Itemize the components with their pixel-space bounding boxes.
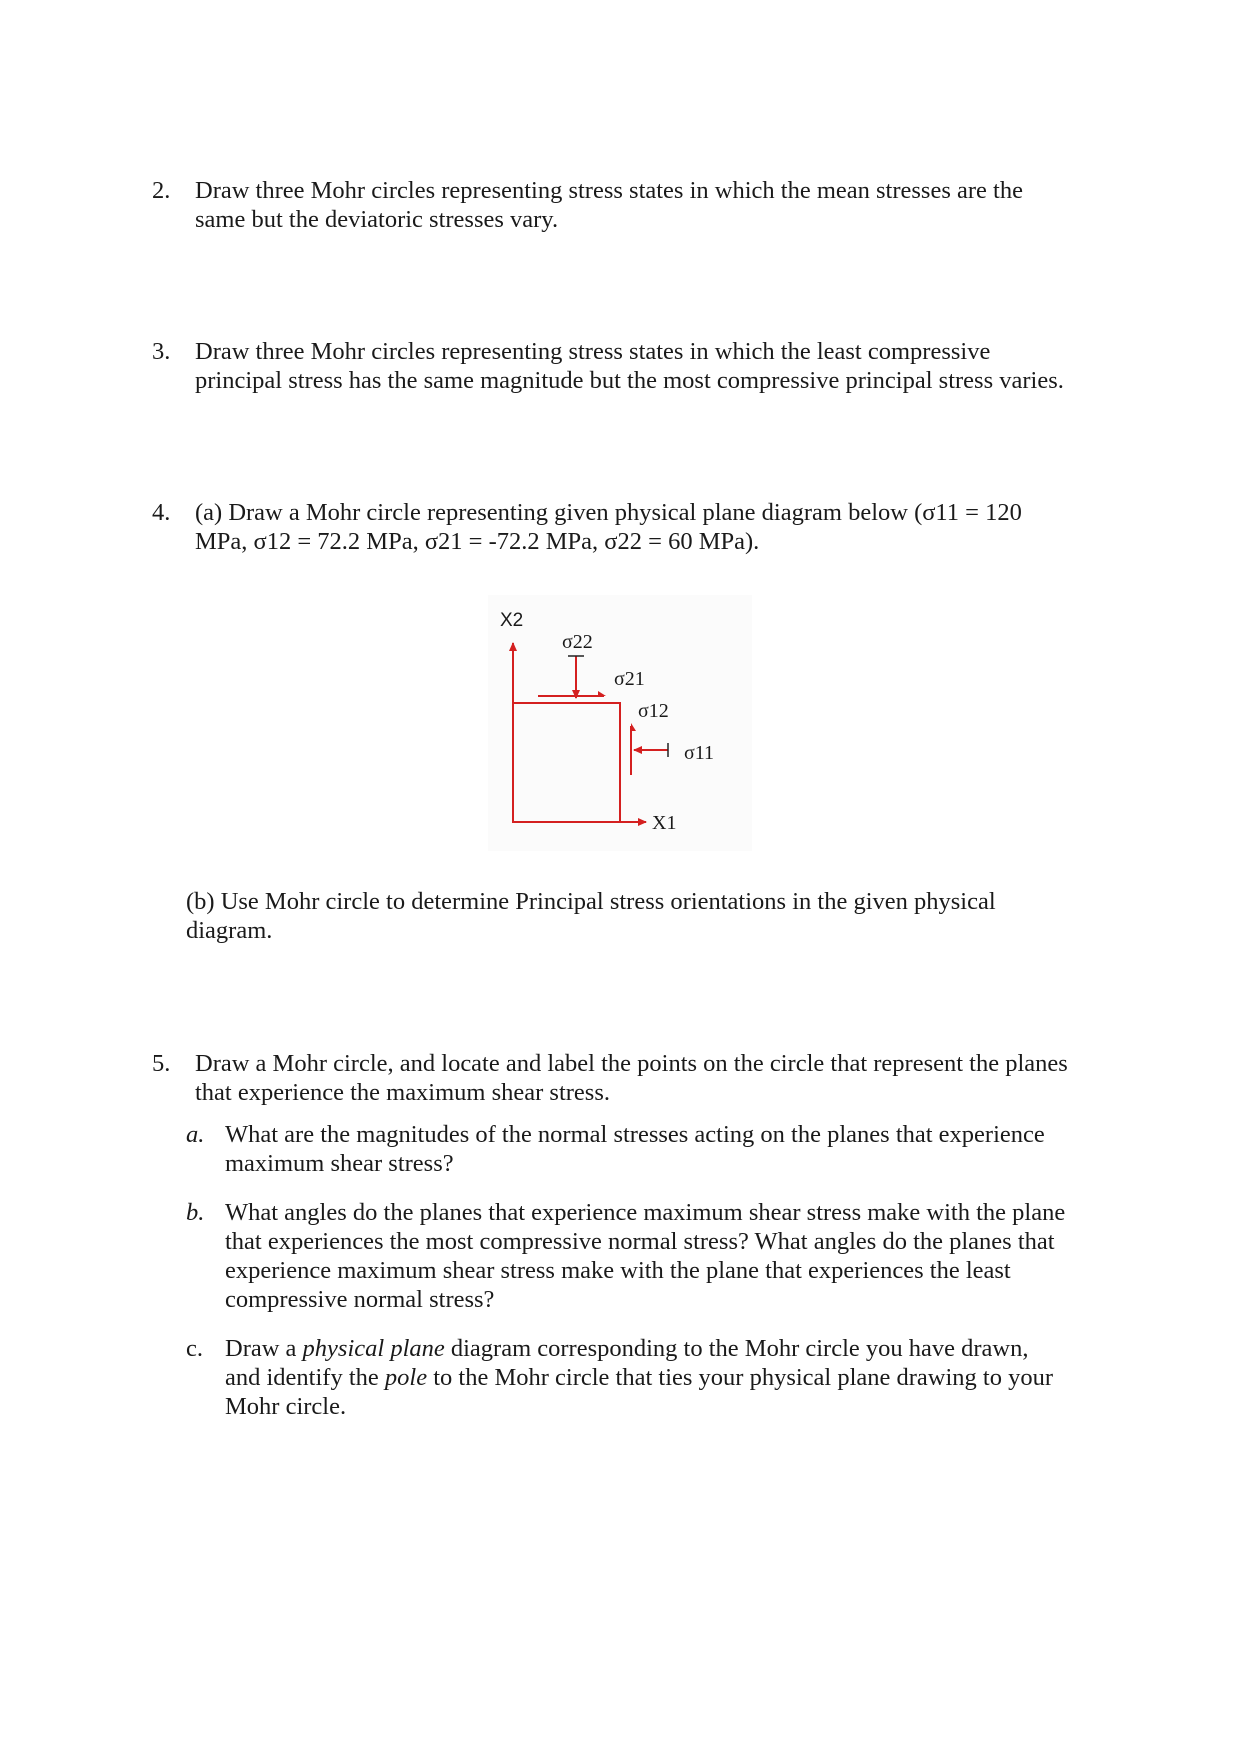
question-text [195, 176, 1115, 234]
text-line: experience maximum shear stress make with the plane that experiences the least [225, 1257, 1011, 1284]
sub-text [225, 1198, 1115, 1314]
sub-text [225, 1120, 1115, 1178]
question-number: 4. [152, 499, 171, 526]
text-line: that experience the maximum shear stress. [195, 1079, 610, 1106]
text-line: Draw three Mohr circles representing stress states in which the mean stresses are the [195, 177, 1023, 204]
question-text [195, 1049, 1115, 1107]
sigma12-label: σ12 [638, 700, 669, 722]
text-line: Draw three Mohr circles representing stress states in which the least compressive [195, 338, 991, 365]
sigma21-arrowhead [598, 691, 606, 696]
text-run: to the Mohr circle that ties your physical plane drawing to your [427, 1364, 1054, 1391]
text-line [225, 1363, 1115, 1392]
sigma11-label: σ11 [684, 742, 715, 764]
sub-letter: c. [186, 1335, 203, 1362]
sigma12-arrowhead [631, 723, 636, 731]
sub-text [225, 1334, 1115, 1421]
text-line: MPa, σ12 = 72.2 MPa, σ21 = -72.2 MPa, σ22 = 60 MPa). [195, 528, 760, 555]
text-line: same but the deviatoric stresses vary. [195, 206, 559, 233]
question-number: 2. [152, 177, 171, 204]
stress-element [513, 703, 620, 822]
x1-label: X1 [652, 812, 677, 834]
text-line: principal stress has the same magnitude but the most compressive principal stress varies. [195, 367, 1064, 394]
text-line: (a) Draw a Mohr circle representing given physical plane diagram below (σ11 = 120 [195, 499, 1022, 526]
text-run: diagram corresponding to the Mohr circle you have drawn, [444, 1335, 1029, 1362]
text-run: and identify the [225, 1364, 385, 1391]
text-line: maximum shear stress? [225, 1150, 454, 1177]
text-line: Draw a Mohr circle, and locate and label the points on the circle that represent the planes [195, 1050, 1068, 1077]
text-line: compressive normal stress? [225, 1286, 495, 1313]
sigma22-label: σ22 [562, 631, 593, 653]
text-line: Mohr circle. [225, 1393, 347, 1420]
text-line: What are the magnitudes of the normal stresses acting on the planes that experience [225, 1121, 1045, 1148]
question-number: 3. [152, 338, 171, 365]
emphasis-physical-plane: physical plane [302, 1335, 445, 1362]
question-number: 5. [152, 1050, 171, 1077]
text-line: diagram. [186, 917, 273, 944]
sub-letter: b. [186, 1199, 205, 1226]
sigma21-label: σ21 [614, 668, 645, 690]
x2-label: X2 [500, 610, 524, 631]
question-text [195, 498, 1115, 556]
question-4-part-b [186, 887, 1086, 945]
text-line: that experiences the most compressive normal stress? What angles do the planes that [225, 1228, 1055, 1255]
text-line: What angles do the planes that experience maximum shear stress make with the plane [225, 1199, 1066, 1226]
stress-diagram-svg [488, 595, 752, 851]
text-line: (b) Use Mohr circle to determine Principal stress orientations in the given physical [186, 888, 996, 915]
sub-letter: a. [186, 1121, 205, 1148]
text-run: Draw a [225, 1335, 303, 1362]
physical-plane-diagram [488, 595, 752, 851]
question-text [195, 337, 1115, 395]
text-line [225, 1334, 1115, 1363]
emphasis-pole: pole [384, 1364, 428, 1391]
